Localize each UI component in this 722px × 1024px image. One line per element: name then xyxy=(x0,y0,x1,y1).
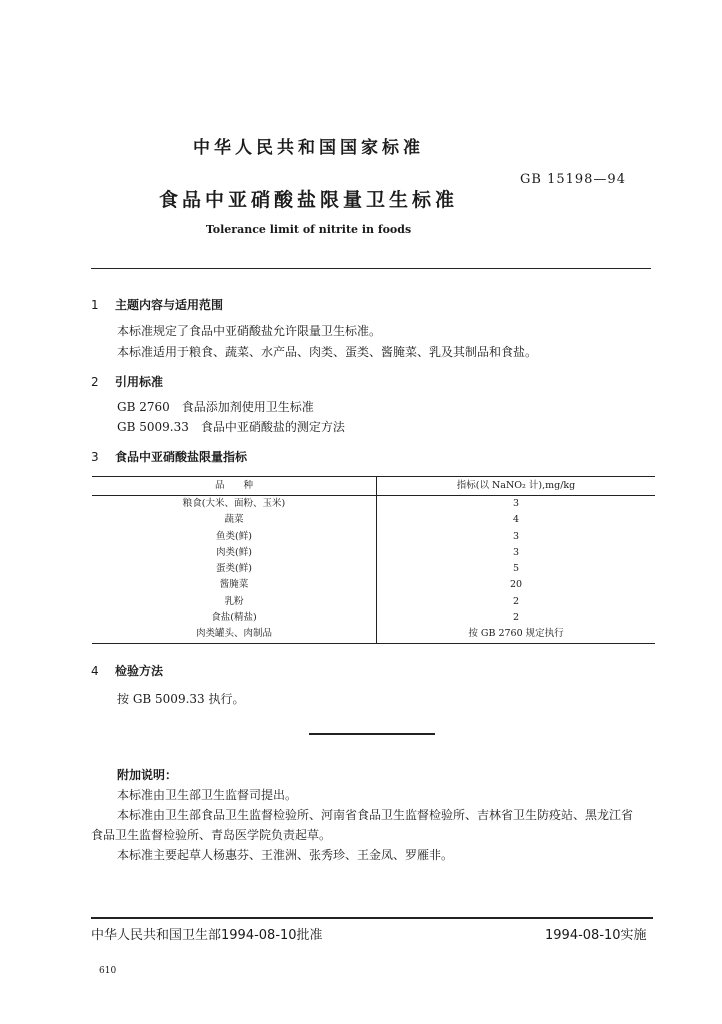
document-title: 食品中亚硝酸盐限量卫生标准 xyxy=(158,189,458,211)
food-name: 肉类罐头、肉制品 xyxy=(92,626,377,643)
section-2-heading: 2 引用标准 xyxy=(91,375,164,389)
table-row xyxy=(92,610,655,626)
approval-date: 中华人民共和国卫生部1994-08-10批准 xyxy=(91,928,323,943)
limit-value: 3 xyxy=(512,546,520,558)
reference-gb-5009-33: GB 5009.33 食品中亚硝酸盐的测定方法 xyxy=(117,420,345,434)
appendix-line-1: 本标准由卫生部卫生监督司提出。 xyxy=(117,788,298,802)
table-row xyxy=(92,577,655,593)
food-name: 粮食(大米、面粉、玉米) xyxy=(92,496,377,513)
document-title-english: Tolerance limit of nitrite in foods xyxy=(205,223,412,236)
food-name: 蔬菜 xyxy=(92,512,377,528)
page-number: 610 xyxy=(99,966,117,976)
limit-value: 按 GB 2760 规定执行 xyxy=(377,626,656,643)
section-1-paragraph-2: 本标准适用于粮食、蔬菜、水产品、肉类、蛋类、酱腌菜、乳及其制品和食盐。 xyxy=(117,345,538,359)
limit-value: 3 xyxy=(512,530,520,542)
limit-value: 3 xyxy=(512,498,520,509)
table-row xyxy=(92,594,655,610)
food-name: 肉类(鲜) xyxy=(92,545,377,561)
food-name: 食盐(精盐) xyxy=(92,610,377,626)
table-row xyxy=(92,626,655,643)
section-1-paragraph-1: 本标准规定了食品中亚硝酸盐允许限量卫生标准。 xyxy=(117,324,382,338)
limit-value: 4 xyxy=(512,514,520,526)
section-4-paragraph: 按 GB 5009.33 执行。 xyxy=(117,692,245,706)
section-4-heading: 4 检验方法 xyxy=(91,664,164,678)
food-name: 乳粉 xyxy=(92,594,377,610)
reference-gb-2760: GB 2760 食品添加剂使用卫生标准 xyxy=(117,400,314,414)
standard-number: GB 15198—94 xyxy=(520,172,626,187)
footer-divider xyxy=(91,917,653,919)
limit-value: 5 xyxy=(512,563,520,575)
appendix-line-2: 本标准由卫生部食品卫生监督检验所、河南省食品卫生监督检验所、吉林省卫生防疫站、黑龙江省 xyxy=(117,808,634,822)
table-row xyxy=(92,529,655,545)
header-divider xyxy=(91,268,651,269)
food-name: 鱼类(鲜) xyxy=(92,529,377,545)
food-name: 蛋类(鲜) xyxy=(92,561,377,577)
nitrite-limit-table xyxy=(92,476,655,644)
appendix-heading: 附加说明： xyxy=(117,768,178,782)
section-1-heading: 1 主题内容与适用范围 xyxy=(91,298,224,312)
limit-value: 2 xyxy=(512,595,520,607)
table-row xyxy=(92,561,655,577)
table-row xyxy=(92,512,655,528)
food-name: 酱腌菜 xyxy=(92,577,377,593)
end-of-body-rule xyxy=(309,733,435,735)
table-header-row xyxy=(92,477,655,496)
section-3-heading: 3 食品中亚硝酸盐限量指标 xyxy=(91,450,248,464)
appendix-line-4: 本标准主要起草人杨惠芬、王淮洲、张秀珍、王金凤、罗雁非。 xyxy=(117,848,454,862)
column-header-limit: 指标(以 NaNO₂ 计),mg/kg xyxy=(377,477,656,496)
limit-value: 20 xyxy=(509,579,523,591)
column-header-variety: 品 种 xyxy=(92,477,377,496)
table-row xyxy=(92,496,655,513)
appendix-line-3: 食品卫生监督检验所、青岛医学院负责起草。 xyxy=(91,828,332,842)
table-row xyxy=(92,545,655,561)
implementation-date: 1994-08-10实施 xyxy=(545,928,647,943)
limit-value: 2 xyxy=(512,612,520,624)
issuing-authority: 中华人民共和国国家标准 xyxy=(193,138,424,158)
